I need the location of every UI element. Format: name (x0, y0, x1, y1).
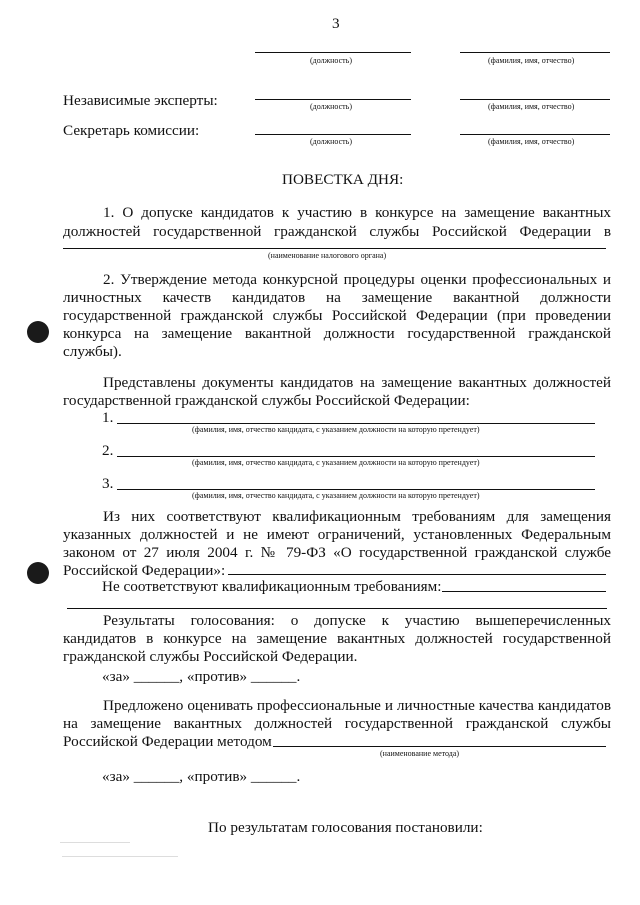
not-qualify-line (442, 591, 606, 592)
item1-line1: 1. О допуске кандидатов к участию в конкурсе на замещение вакантных (103, 204, 611, 221)
item1-org-line (63, 248, 606, 249)
item1-caption: (наименование налогового органа) (268, 251, 387, 260)
qualify-line3: законом от 27 июля 2004 г. № 79-ФЗ «О государственной гражданской службе (63, 544, 611, 561)
item2-line4: конкурса на замещение вакантной должности государственной гражданской (63, 325, 611, 342)
position-line (255, 99, 411, 100)
agenda-title: ПОВЕСТКА ДНЯ: (282, 171, 404, 188)
fio-line (460, 99, 610, 100)
position-line (255, 134, 411, 135)
punch-hole-bottom (27, 562, 49, 584)
candidate-number-1: 1. (102, 409, 114, 426)
fio-caption: (фамилия, имя, отчество) (488, 137, 575, 146)
qualify-line4: Российской Федерации»: (63, 562, 226, 579)
not-qualify-label: Не соответствуют квалификационным требованиям: (102, 578, 442, 595)
vote1-tally: «за» ______, «против» ______. (102, 668, 301, 685)
candidate-line-2 (117, 456, 595, 457)
method-tally: «за» ______, «против» ______. (102, 768, 301, 785)
item2-line2: личностных качеств кандидатов на замещение вакантной должности (63, 289, 611, 306)
candidate-caption-2: (фамилия, имя, отчество кандидата, с указанием должности на которую претендует) (192, 458, 480, 467)
scan-mark (62, 856, 178, 857)
method-line (273, 746, 606, 747)
position-caption: (должность) (310, 137, 352, 146)
item2-line5: службы). (63, 343, 122, 360)
decided-heading: По результатам голосования постановили: (208, 819, 483, 836)
position-line (255, 52, 411, 53)
page-number: 3 (332, 15, 340, 32)
vote1-line3: гражданской службы Российской Федерации. (63, 648, 358, 665)
position-caption: (должность) (310, 102, 352, 111)
secretary-label: Секретарь комиссии: (63, 122, 200, 139)
vote1-line2: кандидатов в конкурсе на замещение вакантных должностей государственной (63, 630, 611, 647)
scan-mark (60, 842, 130, 843)
candidate-number-3: 3. (102, 475, 114, 492)
vote1-line1: Результаты голосования: о допуске к участию вышеперечисленных (103, 612, 611, 629)
method-line3: Российской Федерации методом (63, 733, 272, 750)
item2-line1: 2. Утверждение метода конкурсной процедуры оценки профессиональных и (103, 271, 611, 288)
fio-line (460, 52, 610, 53)
documents-line2: государственной гражданской службы Российской Федерации: (63, 392, 470, 409)
documents-line1: Представлены документы кандидатов на замещение вакантных должностей (103, 374, 611, 391)
qualify-line1: Из них соответствуют квалификационным требованиям для замещения (103, 508, 611, 525)
method-line1: Предложено оценивать профессиональные и личностные качества кандидатов (103, 697, 611, 714)
qualify-line2: указанных должностей и не имеют ограничений, установленных Федеральным (63, 526, 611, 543)
candidate-caption-3: (фамилия, имя, отчество кандидата, с указанием должности на которую претендует) (192, 491, 480, 500)
fio-caption: (фамилия, имя, отчество) (488, 56, 575, 65)
candidate-line-3 (117, 489, 595, 490)
punch-hole-top (27, 321, 49, 343)
candidate-number-2: 2. (102, 442, 114, 459)
item1-line2: должностей государственной гражданской службы Российской Федерации в (63, 223, 611, 240)
not-qualify-line-2 (67, 608, 607, 609)
method-line2: на замещение вакантных должностей государственной гражданской службы (63, 715, 611, 732)
method-caption: (наименование метода) (380, 749, 460, 758)
qualify-fill-line (228, 574, 606, 575)
item2-line3: государственной гражданской службы Российской Федерации (при проведении (63, 307, 611, 324)
position-caption: (должность) (310, 56, 352, 65)
experts-label: Независимые эксперты: (63, 92, 218, 109)
fio-line (460, 134, 610, 135)
candidate-caption-1: (фамилия, имя, отчество кандидата, с указанием должности на которую претендует) (192, 425, 480, 434)
candidate-line-1 (117, 423, 595, 424)
fio-caption: (фамилия, имя, отчество) (488, 102, 575, 111)
